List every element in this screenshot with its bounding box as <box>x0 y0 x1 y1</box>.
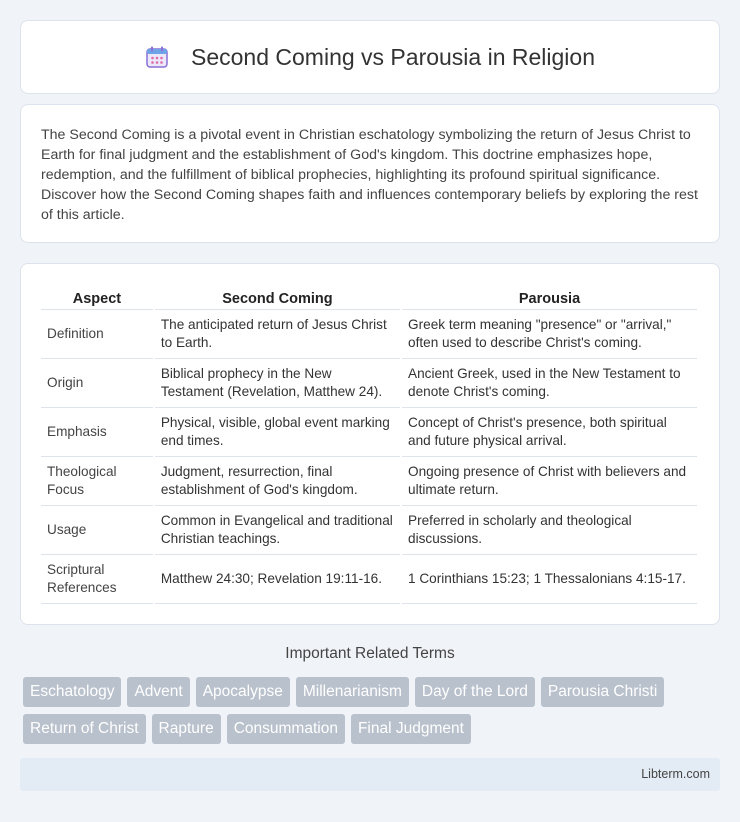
table-cell: Theological Focus <box>41 457 153 506</box>
table-cell: Ancient Greek, used in the New Testament to denote Christ's coming. <box>402 359 697 408</box>
table-cell: Common in Evangelical and traditional Christian teachings. <box>155 506 400 555</box>
table-cell: Usage <box>41 506 153 555</box>
table-row <box>41 457 697 506</box>
table-cell: Matthew 24:30; Revelation 19:11-16. <box>155 555 400 604</box>
related-terms-list <box>23 677 723 751</box>
table-cell: Ongoing presence of Christ with believers and ultimate return. <box>402 457 697 506</box>
tag-row <box>23 677 723 707</box>
header-parousia: Parousia <box>402 284 697 310</box>
table-cell: Scriptural References <box>41 555 153 604</box>
intro-text: The Second Coming is a pivotal event in Christian eschatology symbolizing the return of Jesus Christ to Earth for final judgment and the establishment of God's kingdom. This doctrine emphasizes hope, redemption, and the fulfillment of biblical prophecies, highlighting its profound spiritual significance. Discover how the Second Coming shapes faith and influences contemporary beliefs by exploring the rest of this article. <box>41 127 698 223</box>
table-cell: The anticipated return of Jesus Christ to Earth. <box>155 310 400 359</box>
tag-row <box>23 714 723 744</box>
tag-consummation[interactable]: Consummation <box>227 714 345 744</box>
related-terms-title: Important Related Terms <box>285 645 455 662</box>
table-cell: Definition <box>41 310 153 359</box>
tag-rapture[interactable]: Rapture <box>152 714 221 744</box>
table-cell: Concept of Christ's presence, both spiritual and future physical arrival. <box>402 408 697 457</box>
table-cell: Judgment, resurrection, final establishment of God's kingdom. <box>155 457 400 506</box>
table-cell: Emphasis <box>41 408 153 457</box>
header-second-coming: Second Coming <box>155 284 400 310</box>
table-cell: Greek term meaning "presence" or "arrival," often used to describe Christ's coming. <box>402 310 697 359</box>
table-cell: 1 Corinthians 15:23; 1 Thessalonians 4:15-17. <box>402 555 697 604</box>
tag-advent[interactable]: Advent <box>127 677 189 707</box>
comparison-table <box>39 284 699 604</box>
tag-day-of-the-lord[interactable]: Day of the Lord <box>415 677 535 707</box>
table-row <box>41 310 697 359</box>
tag-eschatology[interactable]: Eschatology <box>23 677 121 707</box>
page-title: Second Coming vs Parousia in Religion <box>191 43 595 70</box>
tag-apocalypse[interactable]: Apocalypse <box>196 677 290 707</box>
table-cell: Biblical prophecy in the New Testament (Revelation, Matthew 24). <box>155 359 400 408</box>
table-cell: Physical, visible, global event marking end times. <box>155 408 400 457</box>
intro-card <box>20 104 720 243</box>
table-row <box>41 506 697 555</box>
header-aspect: Aspect <box>41 284 153 310</box>
table-row <box>41 555 697 604</box>
table-row <box>41 408 697 457</box>
tag-millenarianism[interactable]: Millenarianism <box>296 677 409 707</box>
table-cell: Preferred in scholarly and theological discussions. <box>402 506 697 555</box>
calendar-icon <box>145 45 169 69</box>
table-row <box>41 359 697 408</box>
table-header-row <box>41 284 697 310</box>
footer <box>20 758 720 791</box>
table-cell: Origin <box>41 359 153 408</box>
tag-parousia-christi[interactable]: Parousia Christi <box>541 677 664 707</box>
footer-brand-link[interactable]: Libterm.com <box>641 767 710 781</box>
header-card <box>20 20 720 94</box>
tag-final-judgment[interactable]: Final Judgment <box>351 714 471 744</box>
tag-return-of-christ[interactable]: Return of Christ <box>23 714 146 744</box>
comparison-table-card <box>20 263 720 625</box>
